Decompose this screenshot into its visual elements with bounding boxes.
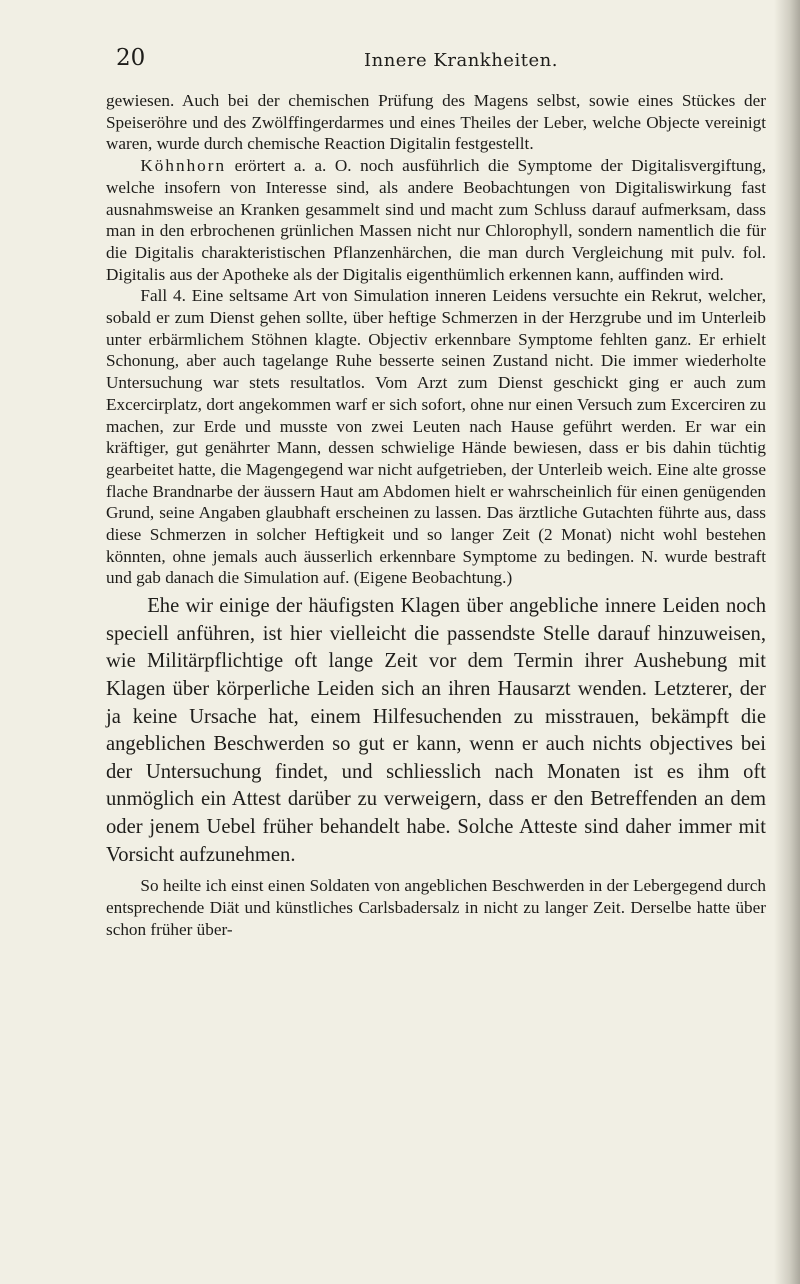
paragraph-1: gewiesen. Auch bei der chemischen Prüfung des Magens selbst, sowie eines Stückes der Speiseröhre und des Zwölffingerdarmes und eines Theiles der Leber, welche Objecte vereinigt waren, wurde durch chemische Reaction Digitalin festgestellt. bbox=[106, 91, 766, 154]
paragraph-2 bbox=[106, 155, 766, 285]
page-edge-shadow bbox=[774, 0, 800, 1284]
page-header bbox=[0, 45, 800, 85]
paragraph-case-4: Fall 4. Eine seltsame Art von Simulation inneren Leidens versuchte ein Rekrut, welcher, sobald er zum Dienst gehen sollte, über heftige Schmerzen in der Herzgrube und im Unterleib unter erbärmlichem Stöhnen klagte. Objectiv erkennbare Symptome fehlten ganz. Er erhielt Schonung, aber auch tagelange Ruhe besserte seinen Zustand nicht. Die immer wiederholte Untersuchung war stets resultatlos. Vom Arzt zum Dienst geschickt ging er auch zum Excercirplatz, dort angekommen warf er sich sofort, ohne nur einen Versuch zum Excerciren zu machen, zur Erde und musste von zwei Leuten nach Hause geführt werden. Er war ein kräftiger, gut genährter Mann, dessen schwielige Hände bewiesen, dass er bis dahin tüchtig gearbeitet hatte, die Magengegend war nicht aufgetrieben, der Unterleib weich. Eine alte grosse flache Brandnarbe der äussern Haut am Abdomen hielt er wahrscheinlich für einen genügenden Grund, seine Angaben glaubhaft erscheinen zu lassen. Das ärztliche Gutachten führte aus, dass diese Schmerzen in solcher Heftigkeit und so langer Zeit (2 Monat) nicht wohl bestehen könnten, ohne jemals auch äusserlich erkennbare Symptome zu bedingen. N. wurde bestraft und gab danach die Simulation auf. (Eigene Beobachtung.) bbox=[106, 286, 766, 588]
paragraph-2-text: erörtert a. a. O. noch ausführlich die Symptome der Digitalisvergiftung, welche insofern von Interesse sind, als andere Beobachtungen von Digitaliswirkung fast ausnahmsweise an Kranken gesammelt sind und macht zum Schluss darauf aufmerksam, dass man in den erbrochenen grünlichen Massen nicht nur Chlorophyll, sondern namentlich die für die Digitalis charakteristischen Pflanzenhärchen, die man durch Vergleichung mit pulv. fol. Digitalis aus der Apotheke als der Digitalis eigenthümlich erkennen kann, auffinden wird. bbox=[106, 156, 766, 284]
author-name: Köhnhorn bbox=[140, 156, 227, 176]
page-number: 20 bbox=[116, 45, 146, 71]
body-text bbox=[106, 90, 766, 940]
paragraph-large: Ehe wir einige der häufigsten Klagen über angebliche innere Leiden noch speciell anführen, ist hier vielleicht die passendste Stelle darauf hinzuweisen, wie Militärpflichtige oft lange Zeit vor dem Termin ihrer Aushebung mit Klagen über körperliche Leiden sich an ihren Hausarzt wenden. Letzterer, der ja keine Ursache hat, einem Hilfesuchenden zu misstrauen, bekämpft die angeblichen Beschwerden so gut er kann, wenn er auch nichts objectives bei der Untersuchung findet, und schliesslich nach Monaten ist es ihm oft unmöglich ein Attest darüber zu verweigern, dass er den Betreffenden an dem oder jenem Uebel früher behandelt habe. Solche Atteste sind daher immer mit Vorsicht aufzunehmen. bbox=[106, 595, 766, 866]
running-head: Innere Krankheiten. bbox=[364, 50, 558, 71]
paragraph-final: So heilte ich einst einen Soldaten von angeblichen Beschwerden in der Lebergegend durch entsprechende Diät und künstliches Carlsbadersalz in nicht zu langer Zeit. Derselbe hatte über schon früher über- bbox=[106, 876, 766, 939]
